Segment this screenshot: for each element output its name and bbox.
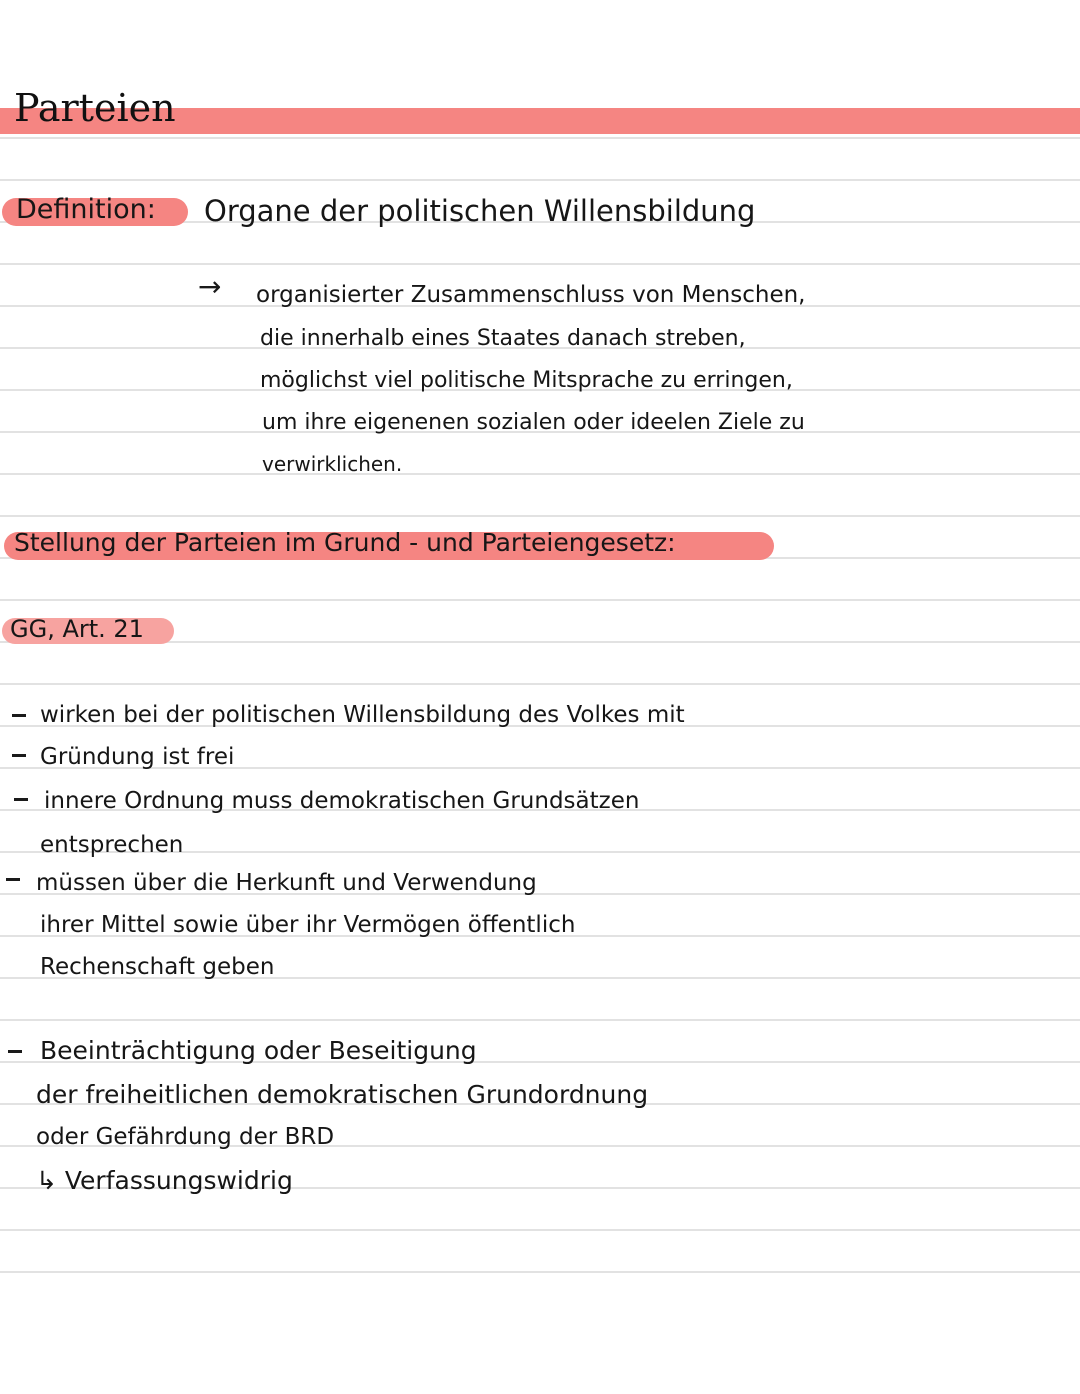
definition-label: Definition: xyxy=(16,194,156,225)
bullet-5-line-3: oder Gefährdung der BRD xyxy=(36,1124,335,1150)
arrow-icon: → xyxy=(198,270,222,303)
definition-line-3: möglichst viel politische Mitsprache zu erringen, xyxy=(260,368,793,393)
bullet-5-line-2: der freiheitlichen demokratischen Grundordnung xyxy=(36,1080,649,1109)
bullet-dash-2 xyxy=(12,754,26,757)
bullet-1-line-1: wirken bei der politischen Willensbildung des Volkes mit xyxy=(40,702,685,728)
bullet-4-line-1: müssen über die Herkunft und Verwendung xyxy=(36,870,537,896)
bullet-2-line-1: Gründung ist frei xyxy=(40,744,235,770)
bullet-dash-5 xyxy=(8,1050,22,1053)
page-title: Parteien xyxy=(14,86,176,130)
bullet-3-line-2: entsprechen xyxy=(40,832,184,858)
bullet-dash-3 xyxy=(14,798,28,801)
bullet-4-line-2: ihrer Mittel sowie über ihr Vermögen öffentlich xyxy=(40,912,576,938)
bullet-5-line-1: Beeinträchtigung oder Beseitigung xyxy=(40,1036,477,1065)
bullet-dash-1 xyxy=(12,714,26,717)
definition-line-4: um ihre eigenenen sozialen oder ideelen Ziele zu xyxy=(262,410,805,435)
definition-line-2: die innerhalb eines Staates danach streben, xyxy=(260,326,746,351)
definition-text: Organe der politischen Willensbildung xyxy=(204,194,756,228)
bullet-4-line-3: Rechenschaft geben xyxy=(40,954,275,980)
bullet-5-line-4: ↳ Verfassungswidrig xyxy=(36,1166,293,1195)
subheading-gg-art-21: GG, Art. 21 xyxy=(10,615,144,643)
definition-line-1: organisierter Zusammenschluss von Menschen, xyxy=(256,282,806,308)
definition-line-5: verwirklichen. xyxy=(262,452,403,476)
bullet-dash-4 xyxy=(6,878,20,881)
bullet-3-line-1: innere Ordnung muss demokratischen Grundsätzen xyxy=(44,788,640,814)
section-heading: Stellung der Parteien im Grund - und Parteiengesetz: xyxy=(14,528,676,557)
